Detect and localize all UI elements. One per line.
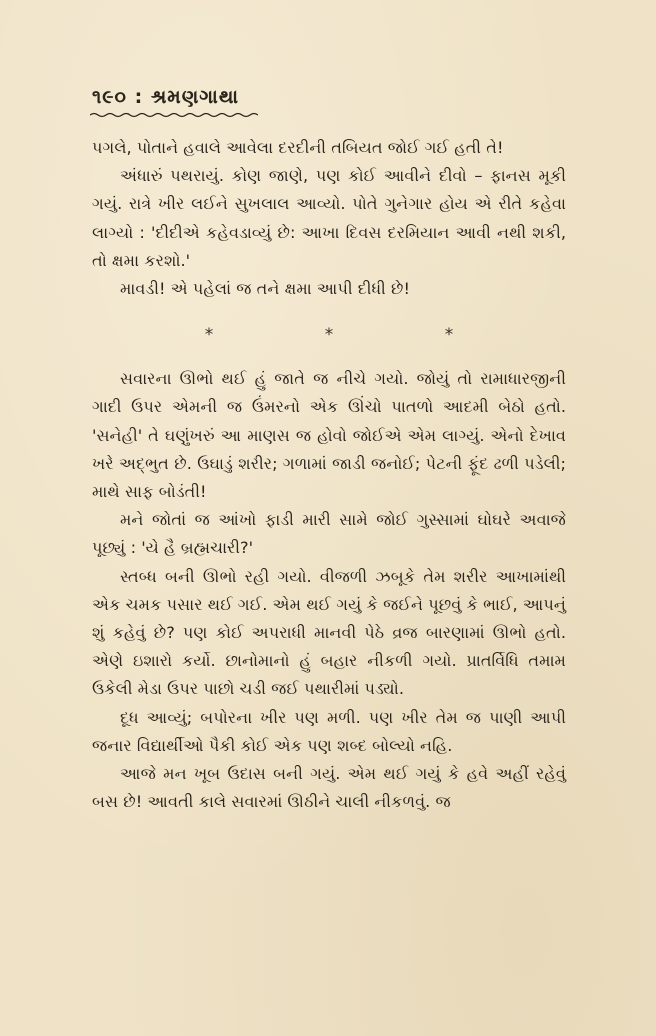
- section-break-asterisk: *: [444, 325, 454, 346]
- paragraph: દૂધ આવ્યું; બપોરના ખીર પણ મળી. પણ ખીર તેમ જ પાણી આપી જનાર વિદ્યાર્થીઓ પૈકી કોઈ એક પણ શબ્દ બોલ્યો નહિ.: [92, 707, 566, 755]
- paragraph: માવડી! એ પહેલાં જ તને ક્ષમા આપી દીધી છે!: [120, 279, 410, 299]
- paragraph: સ્તબ્ધ બની ઊભો રહી ગયો. વીજળી ઝબૂકે તેમ શરીર આખામાંથી એક ચમક પસાર થઈ ગઈ. એમ થઈ ગયું કે જઈને પૂછવું કે ભાઈ, આપનું શું કહેવું છે? પણ કોઈ અપરાધી માનવી પેઠે વ્રજ બારણામાં ઊભો હતો. એણે ઇશારો કર્યો. છાનોમાનો હું બહાર નીકળી ગયો. પ્રાતર્વિધિ તમામ ઉકેલી મેડા ઉપર પાછો ચડી જઈ પથારીમાં પડ્યો.: [92, 566, 566, 699]
- section-break-asterisk: *: [324, 325, 334, 346]
- running-head: ૧૯૦ : શ્રમણગાથા: [92, 86, 240, 108]
- body-text: [92, 134, 566, 816]
- paragraph: આજે મન ખૂબ ઉદાસ બની ગયું. એમ થઈ ગયું કે હવે અહીં રહેવું બસ છે! આવતી કાલે સવારમાં ઊઠીને ચાલી નીકળવું. જ: [92, 764, 566, 812]
- section-break: [149, 325, 509, 345]
- paragraph: સવારના ઊભો થઈ હું જાતે જ નીચે ગયો. જોયું તો રામાધારજીની ગાદી ઉપર એમની જ ઉંમરનો એક ઊંચો પાતળો આદમી બેઠો હતો. 'સનેહી' તે ઘણુંખરું આ માણસ જ હોવો જોઈએ એમ લાગ્યું. એનો દેખાવ ખરે અદ્ભુત છે. ઉઘાડું શરીર; ગળામાં જાડી જનોઈ; પેટની ફૂંદ ઢળી પડેલી; માથે સાફ બોડંતી!: [92, 369, 566, 502]
- section-break-asterisk: *: [204, 325, 214, 346]
- running-head-underline: [90, 112, 258, 118]
- paragraph-continuation: પગલે, પોતાને હવાલે આવેલા દરદીની તબિયત જોઈ ગઈ હતી તે!: [92, 138, 504, 157]
- paragraph: અંધારું પથરાયું. કોણ જાણે, પણ કોઈ આવીને દીવો – ફાનસ મૂકી ગયું. રાત્રે ખીર લઈને સુખલાલ આવ્યો. પોતે ગુનેગાર હોય એ રીતે કહેવા લાગ્યો : 'દીદીએ કહેવડાવ્યું છે: આખા દિવસ દરમિયાન આવી નથી શકી, તો ક્ષમા કરશો.': [92, 166, 566, 270]
- paragraph: મને જોતાં જ આંખો ફાડી મારી સામે જોઈ ગુસ્સામાં ઘોઘરે અવાજે પૂછ્યું : 'યે હૈ બ્રહ્મચારી?': [92, 510, 566, 558]
